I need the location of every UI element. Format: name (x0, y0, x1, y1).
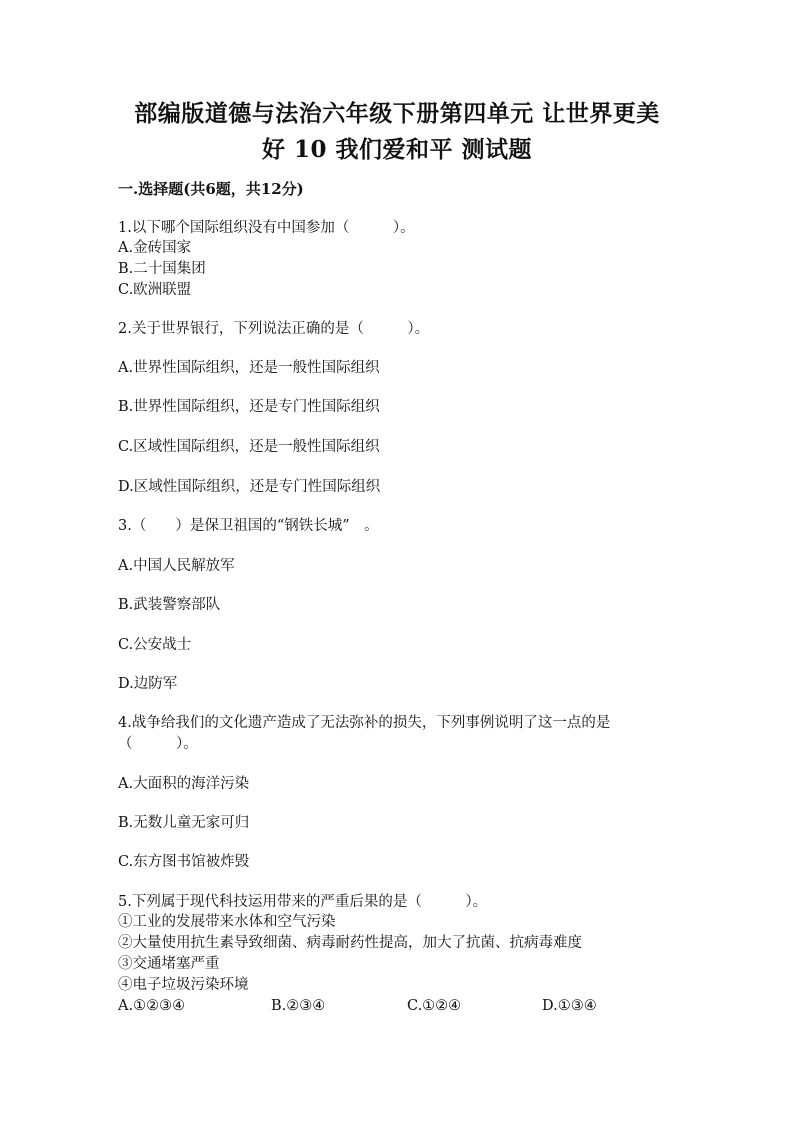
question-4-stem-line-2: （ ）。 (118, 736, 198, 752)
question-2-option-c: C.区域性国际组织，还是一般性国际组织 (118, 439, 380, 455)
page-title (100, 96, 694, 168)
question-5-option-c: C.①②④ (407, 998, 462, 1014)
question-4-option-b: B.无数儿童无家可归 (118, 815, 250, 831)
question-2-option-a: A.世界性国际组织，还是一般性国际组织 (118, 360, 380, 376)
question-3-option-a: A.中国人民解放军 (118, 558, 235, 574)
question-5-option-b: B.②③④ (271, 998, 326, 1014)
question-5-item-4: ④电子垃圾污染环境 (118, 977, 249, 993)
question-3-option-b: B.武装警察部队 (118, 597, 221, 613)
question-5-option-d: D.①③④ (542, 998, 597, 1014)
question-1-option-c: C.欧洲联盟 (118, 282, 192, 298)
title-line-1: 部编版道德与法治六年级下册第四单元 让世界更美 (134, 100, 660, 127)
question-1-stem: 1.以下哪个国际组织没有中国参加（ ）。 (118, 220, 415, 236)
question-4-option-c: C.东方图书馆被炸毁 (118, 854, 250, 870)
question-3-option-c: C.公安战士 (118, 637, 192, 653)
question-3-stem: 3.（ ）是保卫祖国的“钢铁长城” 。 (118, 518, 379, 534)
question-2-stem: 2.关于世界银行，下列说法正确的是（ ）。 (118, 321, 430, 337)
question-1-option-b: B.二十国集团 (118, 261, 206, 277)
question-4-option-a: A.大面积的海洋污染 (118, 776, 250, 792)
question-5-item-2: ②大量使用抗生素导致细菌、病毒耐药性提高，加大了抗菌、抗病毒难度 (118, 935, 582, 951)
question-2-option-b: B.世界性国际组织，还是专门性国际组织 (118, 399, 380, 415)
question-5-option-a: A.①②③④ (118, 998, 186, 1014)
question-1-option-a: A.金砖国家 (118, 240, 192, 256)
question-3-option-d: D.边防军 (118, 676, 178, 692)
question-5-item-1: ①工业的发展带来水体和空气污染 (118, 914, 336, 930)
question-2-option-d: D.区域性国际组织，还是专门性国际组织 (118, 479, 381, 495)
question-4-stem-line-1: 4.战争给我们的文化遗产造成了无法弥补的损失，下列事例说明了这一点的是 (118, 715, 611, 731)
question-5-item-3: ③交通堵塞严重 (118, 956, 220, 972)
title-line-2: 好 10 我们爱和平 测试题 (261, 136, 533, 163)
section-heading: 一.选择题(共6题，共12分) (118, 180, 304, 198)
question-5-stem: 5.下列属于现代科技运用带来的严重后果的是（ ）。 (118, 894, 488, 910)
